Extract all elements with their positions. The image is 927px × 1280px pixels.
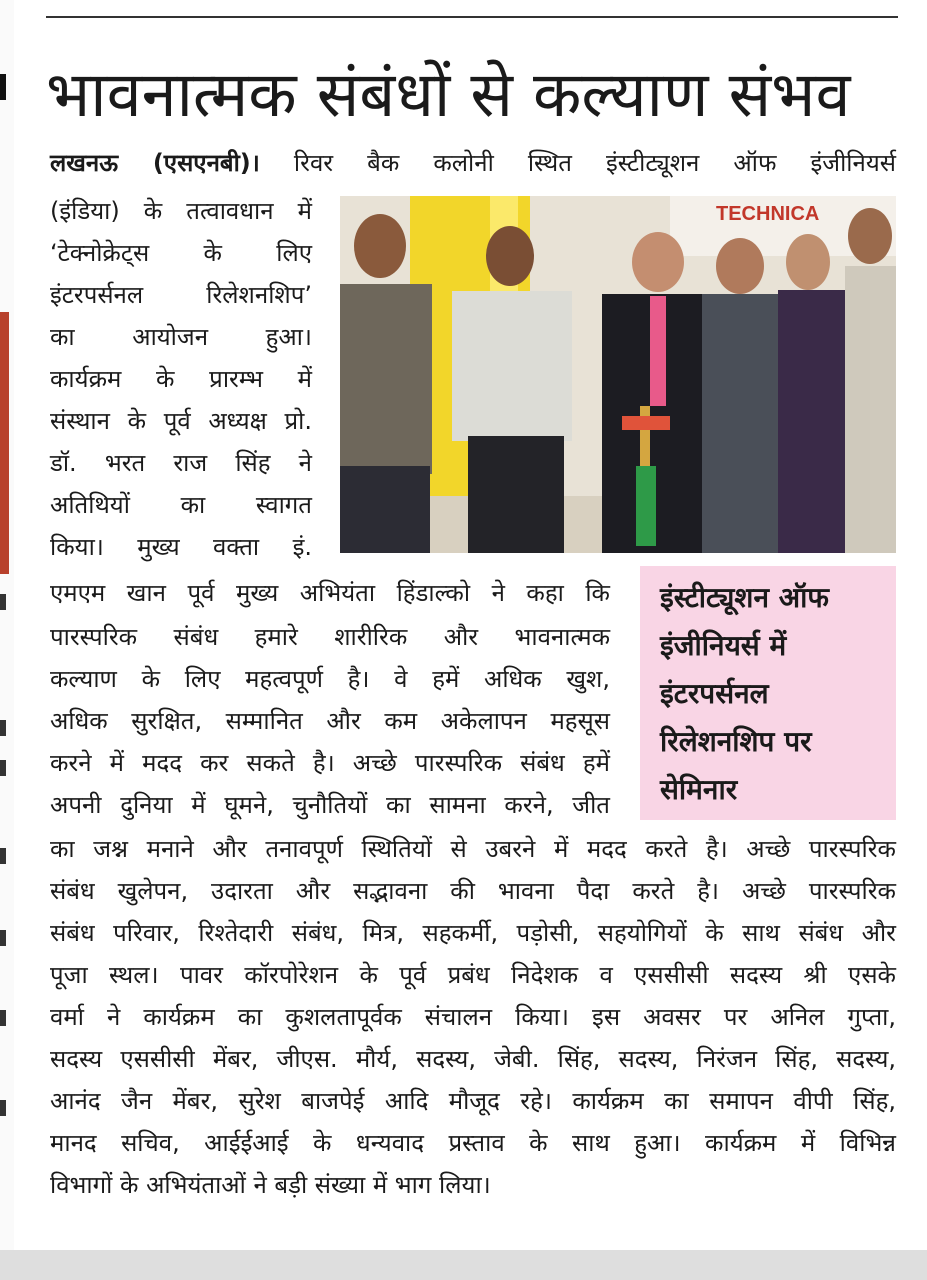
article-headline: भावनात्मक संबंधों से कल्याण संभव	[46, 58, 851, 131]
pull-quote-line: रिलेशनशिप पर	[660, 725, 812, 758]
body-line: कल्याण के लिए महत्वपूर्ण है। वे हमें अधिक खुश,	[50, 665, 610, 693]
body-text: रिवर बैक कलोनी स्थित इंस्टीट्यूशन ऑफ इंजीनियर्स	[293, 149, 896, 177]
body-line: सदस्य एससीसी मेंबर, जीएस. मौर्य, सदस्य, जेबी. सिंह, सदस्य, निरंजन सिंह, सदस्य,	[50, 1045, 896, 1073]
pull-quote-line: इंस्टीट्यूशन ऑफ	[660, 581, 829, 614]
top-rule	[46, 16, 898, 18]
event-photo	[340, 196, 896, 553]
body-line: अतिथियों का स्वागत	[50, 491, 312, 519]
adjacent-column-strip	[0, 0, 14, 1260]
body-line: संबंध खुलेपन, उदारता और सद्भावना की भावना पैदा करते है। अच्छे पारस्परिक	[50, 877, 896, 905]
adjacent-text-fragment	[0, 760, 6, 776]
body-line: ‘टेक्नोक्रेट्स के लिए	[50, 239, 312, 267]
adjacent-text-fragment	[0, 720, 6, 736]
adjacent-text-fragment	[0, 594, 6, 610]
adjacent-text-fragment	[0, 1010, 6, 1026]
body-line	[50, 146, 896, 180]
body-line: करने में मदद कर सकते है। अच्छे पारस्परिक संबंध हमें	[50, 749, 610, 777]
body-line: का आयोजन हुआ।	[50, 323, 312, 351]
body-line: अधिक सुरक्षित, सम्मानित और कम अकेलापन महसूस	[50, 707, 610, 735]
body-line: पारस्परिक संबंध हमारे शारीरिक और भावनात्मक	[50, 623, 610, 651]
pull-quote-line: इंटरपर्सनल	[660, 677, 769, 710]
body-line: का जश्न मनाने और तनावपूर्ण स्थितियों से उबरने में मदद करते है। अच्छे पारस्परिक	[50, 835, 896, 863]
body-line: डॉ. भरत राज सिंह ने	[50, 449, 312, 477]
pull-quote-line: इंजीनियर्स में	[660, 629, 787, 662]
photo-banner-text: TECHNICA	[716, 203, 820, 225]
adjacent-text-fragment	[0, 1100, 6, 1116]
body-line: किया। मुख्य वक्ता इं.	[50, 533, 312, 561]
event-photo-illustration	[340, 196, 896, 553]
adjacent-text-fragment	[0, 848, 6, 864]
adjacent-text-fragment	[0, 930, 6, 946]
body-line: विभागों के अभियंताओं ने बड़ी संख्या में भाग लिया।	[50, 1171, 491, 1199]
body-line: अपनी दुनिया में घूमने, चुनौतियों का सामना करने, जीत	[50, 791, 610, 819]
body-line: वर्मा ने कार्यक्रम का कुशलतापूर्वक संचालन किया। इस अवसर पर अनिल गुप्ता,	[50, 1003, 896, 1031]
adjacent-bullet	[0, 74, 6, 100]
adjacent-photo-edge	[0, 312, 9, 574]
pull-quote-line: सेमिनार	[660, 773, 738, 806]
pull-quote-box	[640, 566, 896, 820]
body-line: संस्थान के पूर्व अध्यक्ष प्रो.	[50, 407, 312, 435]
dateline: लखनऊ (एसएनबी)।	[50, 149, 260, 177]
body-line: आनंद जैन मेंबर, सुरेश बाजपेई आदि मौजूद रहे। कार्यक्रम का समापन वीपी सिंह,	[50, 1087, 896, 1115]
body-line: पूजा स्थल। पावर कॉरपोरेशन के पूर्व प्रबंध निदेशक व एससीसी सदस्य श्री एसके	[50, 961, 896, 989]
body-line: मानद सचिव, आईईआई के धन्यवाद प्रस्ताव के साथ हुआ। कार्यक्रम में विभिन्न	[50, 1129, 896, 1157]
body-line: संबंध परिवार, रिश्तेदारी संबंध, मित्र, सहकर्मी, पड़ोसी, सहयोगियों के साथ संबंध और	[50, 919, 896, 947]
body-line: एमएम खान पूर्व मुख्य अभियंता हिंडाल्को ने कहा कि	[50, 579, 610, 607]
bottom-margin-band	[0, 1250, 927, 1280]
body-line: (इंडिया) के तत्वावधान में	[50, 197, 312, 225]
body-line: इंटरपर्सनल रिलेशनशिप’	[50, 281, 312, 309]
body-line: कार्यक्रम के प्रारम्भ में	[50, 365, 312, 393]
